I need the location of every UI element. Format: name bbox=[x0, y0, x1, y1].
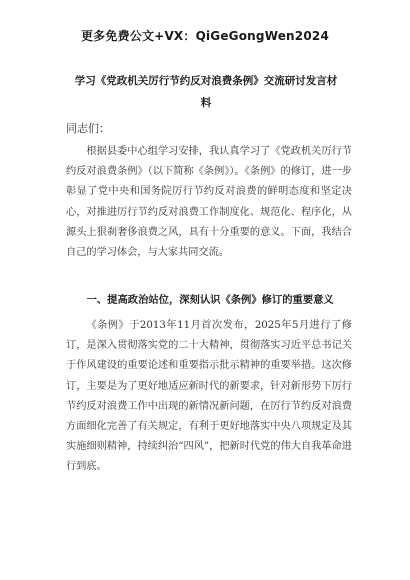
intro-paragraph: 根据县委中心组学习安排，我认真学习了《党政机关厉行节约反对浪费条例》（以下简称《条例》）。《条例》的修订，进一步彰显了党中央和国务院厉行节约反对浪费的鲜明态度和坚定决心，对推进厉行节约反对浪费工作制度化、规范化、程序化，从源头上狠刹奢侈浪费之风，具有十分重要的意义。下面，我结合自己的学习体会，与大家共同交流。 bbox=[66, 146, 352, 259]
salutation: 同志们： bbox=[66, 122, 110, 135]
section-heading: 一、提高政治站位，深刻认识《条例》修订的重要意义 bbox=[86, 294, 334, 306]
promo-banner: 更多免费公文+VX：QiGeGongWen2024 bbox=[80, 29, 329, 43]
section-paragraph: 《条例》于2013年11月首次发布，2025年5月进行了修订，是深入贯彻落实党的二十大精神，贯彻落实习近平总书记关于作风建设的重要论述和重要指示批示精神的重要举措。这次修订，主要是为了更好地适应新时代的新要求，针对新形势下厉行节约反对浪费工作中出现的新情况新问题，在厉行节约反对浪费方面细化完善了有关规定，有利于更好地落实中央八项规定及其实施细则精神，持续纠治“四风”，把新时代党的伟大自我革命进行到底。 bbox=[66, 320, 352, 473]
document-title: 学习《党政机关厉行节约反对浪费条例》交流研讨发言材料 bbox=[74, 75, 338, 109]
